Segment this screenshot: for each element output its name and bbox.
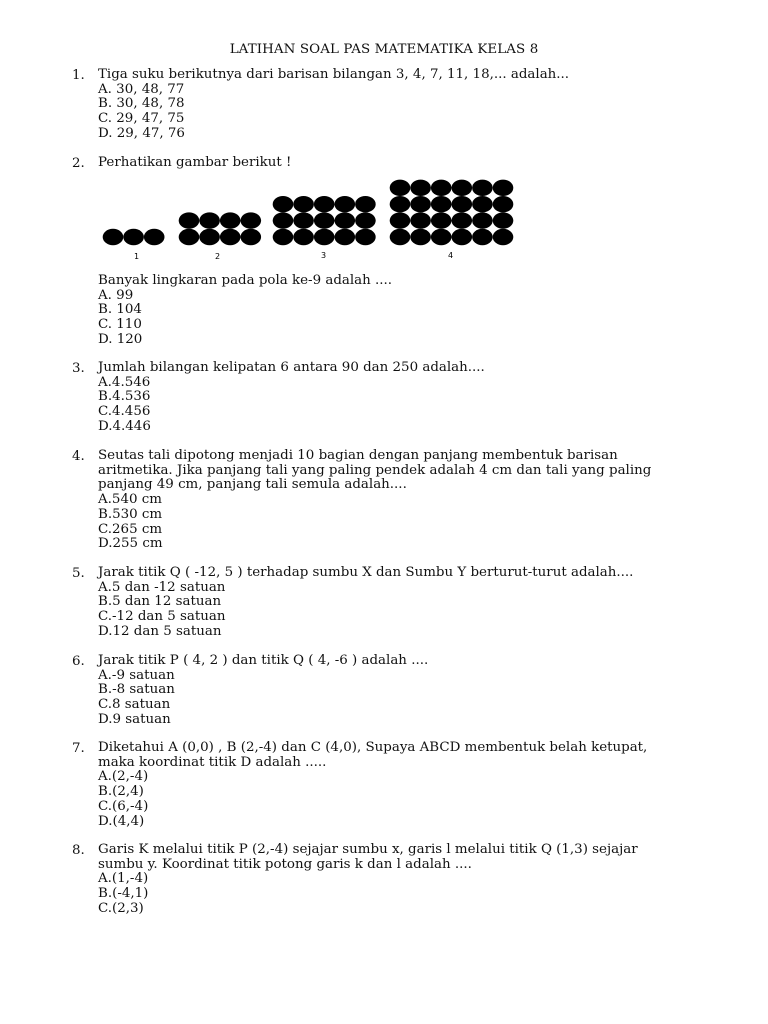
question-line: Jarak titik Q ( -12, 5 ) terhadap sumbu X dan Sumbu Y berturut-turut adalah.... xyxy=(98,565,634,580)
pattern-4-dot xyxy=(493,212,514,228)
question-number: 7. xyxy=(72,741,85,756)
option-a: A.-9 satuan xyxy=(98,667,175,683)
pattern-2-dot xyxy=(199,229,220,245)
pattern-4-dot xyxy=(431,196,452,212)
pattern-3-dot xyxy=(355,229,376,245)
pattern-3-dot xyxy=(335,212,356,228)
option-c: C.8 satuan xyxy=(98,697,171,713)
pattern-3-dot xyxy=(335,196,356,212)
pattern-4-dot xyxy=(431,229,452,245)
pattern-4-dot xyxy=(390,229,411,245)
pattern-3-dot xyxy=(293,229,314,245)
question-line: Seutas tali dipotong menjadi 10 bagian dengan panjang membentuk barisan xyxy=(98,448,618,463)
option-d: D.255 cm xyxy=(98,536,163,552)
option-b: B.530 cm xyxy=(98,506,163,522)
pattern-3-dot xyxy=(314,196,335,212)
question-number: 4. xyxy=(72,449,85,464)
pattern-2-dot xyxy=(199,212,220,228)
option-d: D.4.446 xyxy=(98,418,151,434)
pattern-4-dot xyxy=(452,196,473,212)
pattern-4-dot xyxy=(390,180,411,196)
question-text xyxy=(98,156,723,171)
dot-pattern-figure xyxy=(96,176,526,266)
pattern-4-dot xyxy=(410,180,431,196)
option-a: A.(1,-4) xyxy=(98,871,149,887)
pattern-3-dot xyxy=(273,212,294,228)
question-text xyxy=(98,566,723,581)
option-b: B.-8 satuan xyxy=(98,682,175,698)
pattern-3-dot xyxy=(355,212,376,228)
option-c: C.(6,-4) xyxy=(98,798,149,814)
option-d: D.12 dan 5 satuan xyxy=(98,623,222,639)
sub-question-text: Banyak lingkaran pada pola ke-9 adalah .... xyxy=(98,273,393,288)
pattern-2-dot xyxy=(241,229,262,245)
pattern-4-dot xyxy=(452,212,473,228)
pattern-4-dot xyxy=(472,212,493,228)
pattern-4-dot xyxy=(390,196,411,212)
option-b: B.5 dan 12 satuan xyxy=(98,594,222,610)
pattern-4-dot xyxy=(390,212,411,228)
option-b: B.(2,4) xyxy=(98,784,144,800)
question-number: 5. xyxy=(72,566,85,581)
option-c: C. 110 xyxy=(98,317,142,333)
option-c: C.4.456 xyxy=(98,404,151,420)
option-a: A.540 cm xyxy=(98,492,162,508)
question-line: Diketahui A (0,0) , B (2,-4) dan C (4,0), Supaya ABCD membentuk belah ketupat, xyxy=(98,740,648,755)
option-d: D.(4,4) xyxy=(98,813,145,829)
question-text xyxy=(98,68,723,83)
pattern-4-dot xyxy=(472,180,493,196)
option-c: C. 29, 47, 75 xyxy=(98,111,185,127)
option-c: C.-12 dan 5 satuan xyxy=(98,609,226,625)
question-line: Jarak titik P ( 4, 2 ) dan titik Q ( 4, -6 ) adalah .... xyxy=(98,653,429,668)
option-b: B.4.536 xyxy=(98,389,151,405)
question-number: 1. xyxy=(72,68,85,83)
figure-label-4: 4 xyxy=(448,251,454,260)
pattern-3-dot xyxy=(273,229,294,245)
pattern-4-dot xyxy=(472,196,493,212)
pattern-3-dot xyxy=(335,229,356,245)
figure-label-2: 2 xyxy=(215,252,221,261)
document-title: LATIHAN SOAL PAS MATEMATIKA KELAS 8 xyxy=(229,42,539,57)
option-c: C.265 cm xyxy=(98,521,163,537)
pattern-4-dot xyxy=(410,212,431,228)
question-text xyxy=(98,449,723,493)
pattern-4-dot xyxy=(452,229,473,245)
question-text xyxy=(98,843,723,872)
pattern-3-dot xyxy=(314,212,335,228)
pattern-3-dot xyxy=(293,196,314,212)
option-a: A.4.546 xyxy=(98,374,151,390)
question-line: Jumlah bilangan kelipatan 6 antara 90 dan 250 adalah.... xyxy=(98,360,485,375)
option-d: D. 120 xyxy=(98,331,143,347)
pattern-3-dot xyxy=(273,196,294,212)
pattern-4-dot xyxy=(493,196,514,212)
figure-label-1: 1 xyxy=(134,252,140,261)
question-line: aritmetika. Jika panjang tali yang paling pendek adalah 4 cm dan tali yang paling xyxy=(98,462,652,478)
pattern-2-dot xyxy=(220,229,241,245)
option-a: A. 99 xyxy=(98,287,134,303)
option-b: B. 30, 48, 78 xyxy=(98,96,185,112)
question-number: 3. xyxy=(72,361,85,376)
question-text xyxy=(98,741,723,770)
question-number: 6. xyxy=(72,654,85,669)
question-line: Perhatikan gambar berikut ! xyxy=(98,155,292,170)
question-line: sumbu y. Koordinat titik potong garis k dan l adalah .... xyxy=(98,856,472,872)
question-number: 8. xyxy=(72,843,85,858)
pattern-4-dot xyxy=(431,180,452,196)
pattern-3-dot xyxy=(293,212,314,228)
pattern-4-dot xyxy=(493,229,514,245)
pattern-1-dot xyxy=(144,229,165,245)
pattern-4-dot xyxy=(452,180,473,196)
pattern-2-dot xyxy=(241,212,262,228)
pattern-4-dot xyxy=(431,212,452,228)
pattern-2-dot xyxy=(179,229,200,245)
option-b: B. 104 xyxy=(98,302,142,318)
pattern-4-dot xyxy=(493,180,514,196)
option-c: C.(2,3) xyxy=(98,900,144,916)
dot-patterns xyxy=(103,180,514,246)
option-a: A.(2,-4) xyxy=(98,769,149,785)
pattern-1-dot xyxy=(123,229,144,245)
pattern-2-dot xyxy=(220,212,241,228)
pattern-1-dot xyxy=(103,229,124,245)
pattern-4-dot xyxy=(410,229,431,245)
question-number: 2. xyxy=(72,156,85,171)
question-text xyxy=(98,654,723,669)
question-line: panjang 49 cm, panjang tali semula adalah.... xyxy=(98,477,407,493)
option-a: A. 30, 48, 77 xyxy=(98,81,185,97)
question-line: Tiga suku berikutnya dari barisan bilangan 3, 4, 7, 11, 18,... adalah... xyxy=(98,67,570,82)
question-line: Garis K melalui titik P (2,-4) sejajar sumbu x, garis l melalui titik Q (1,3) sejajar xyxy=(98,842,638,857)
pattern-4-dot xyxy=(472,229,493,245)
pattern-3-dot xyxy=(314,229,335,245)
option-d: D. 29, 47, 76 xyxy=(98,125,185,141)
figure-label-3: 3 xyxy=(321,251,327,260)
question-line: maka koordinat titik D adalah ..... xyxy=(98,754,327,770)
pattern-4-dot xyxy=(410,196,431,212)
option-a: A.5 dan -12 satuan xyxy=(98,579,226,595)
option-b: B.(-4,1) xyxy=(98,886,149,902)
pattern-2-dot xyxy=(179,212,200,228)
question-text xyxy=(98,361,723,376)
option-d: D.9 satuan xyxy=(98,711,171,727)
pattern-3-dot xyxy=(355,196,376,212)
